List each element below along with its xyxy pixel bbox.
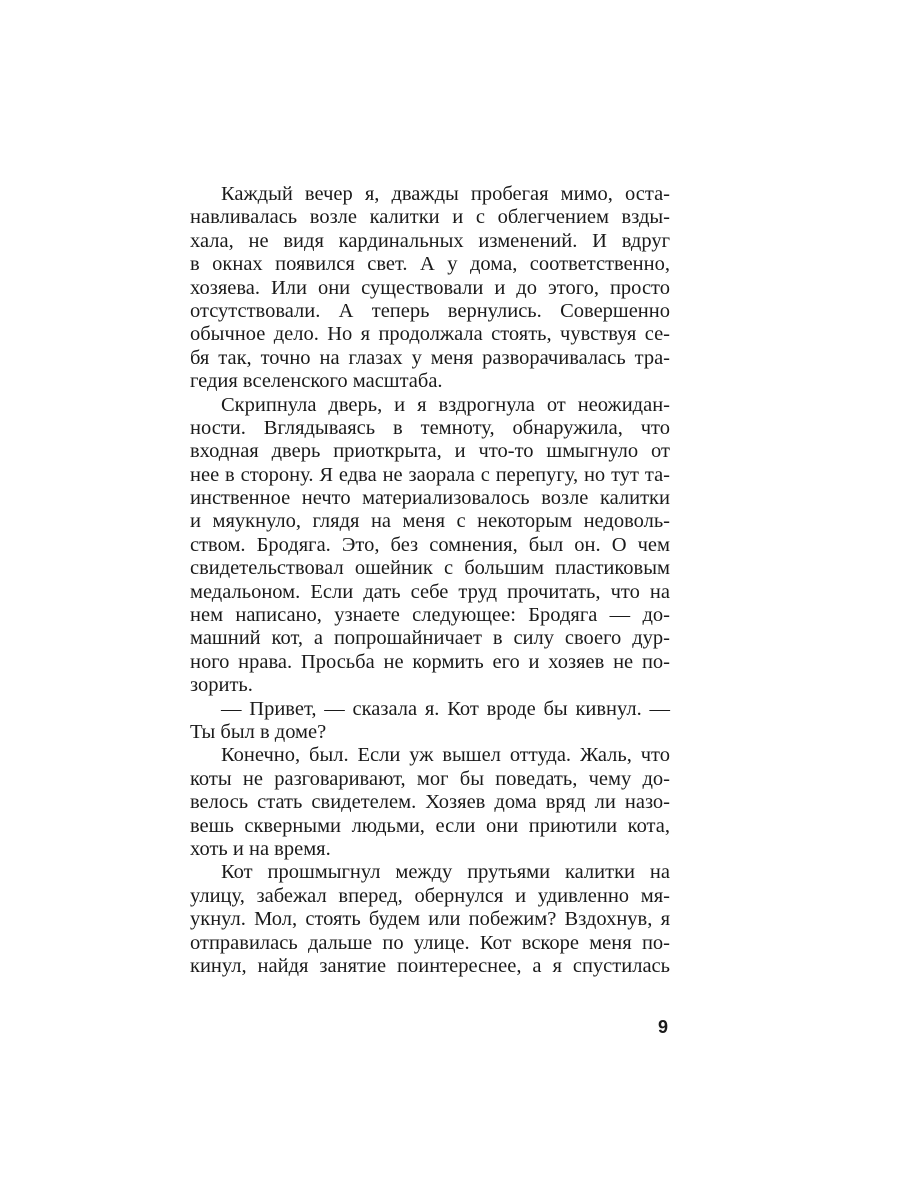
- paragraph: [190, 861, 670, 978]
- text-line: нем написано, узнаете следующее: Бродяга — до-: [190, 604, 670, 627]
- text-line: свидетельствовал ошейник с большим пластиковым: [190, 557, 670, 580]
- paragraph: [190, 394, 670, 698]
- text-line: ности. Вглядываясь в темноту, обнаружила, что: [190, 416, 670, 439]
- text-line: улицу, забежал вперед, обернулся и удивленно мя-: [190, 884, 670, 907]
- text-line: Каждый вечер я, дважды пробегая мимо, оста-: [221, 183, 670, 205]
- text-line: велось стать свидетелем. Хозяев дома вряд ли назо-: [190, 791, 670, 814]
- text-line: обычное дело. Но я продолжала стоять, чувствуя се-: [190, 323, 670, 346]
- text-line: машний кот, а попрошайничает в силу своего дур-: [190, 627, 670, 650]
- paragraph: [190, 698, 670, 745]
- text-line: — Привет, — сказала я. Кот вроде бы кивнул. —: [221, 697, 670, 720]
- paragraph: [190, 183, 670, 394]
- text-line: зорить.: [190, 674, 253, 697]
- text-line: Конечно, был. Если уж вышел оттуда. Жаль, что: [221, 744, 670, 767]
- text-line: в окнах появился свет. А у дома, соответственно,: [190, 253, 670, 276]
- text-line: хоть и на время.: [190, 837, 331, 860]
- text-line: нее в сторону. Я едва не заорала с перепугу, но тут та-: [190, 463, 670, 486]
- text-line: отсутствовали. А теперь вернулись. Совершенно: [190, 299, 670, 322]
- page-number: 9: [657, 1017, 668, 1037]
- text-line: хала, не видя кардинальных изменений. И вдруг: [190, 229, 670, 252]
- body-text: [190, 183, 670, 978]
- text-line: гедия вселенского масштаба.: [190, 370, 443, 393]
- text-line: ного нрава. Просьба не кормить его и хозяев не по-: [190, 650, 670, 673]
- text-line: навливалась возле калитки и с облегчением взды-: [190, 206, 670, 229]
- text-line: медальоном. Если дать себе труд прочитать, что на: [190, 580, 670, 603]
- text-line: хозяева. Или они существовали и до этого, просто: [190, 276, 670, 299]
- text-line: ством. Бродяга. Это, без сомнения, был он. О чем: [190, 533, 670, 556]
- text-line: Ты был в доме?: [190, 720, 327, 743]
- paragraph: [190, 744, 670, 861]
- text-line: кинул, найдя занятие поинтереснее, а я спустилась: [190, 954, 670, 977]
- text-line: инственное нечто материализовалось возле калитки: [190, 487, 670, 510]
- text-line: и мяукнуло, глядя на меня с некоторым недоволь-: [190, 510, 670, 533]
- text-line: коты не разговаривают, мог бы поведать, чему до-: [190, 767, 670, 790]
- text-line: входная дверь приоткрыта, и что-то шмыгнуло от: [190, 440, 670, 463]
- text-line: бя так, точно на глазах у меня разворачивалась тра-: [190, 346, 670, 369]
- text-line: отправилась дальше по улице. Кот вскоре меня по-: [190, 931, 670, 954]
- text-line: вешь скверными людьми, если они приютили кота,: [190, 814, 670, 837]
- text-line: Скрипнула дверь, и я вздрогнула от неожидан-: [221, 393, 670, 416]
- text-line: укнул. Мол, стоять будем или побежим? Вздохнув, я: [190, 908, 670, 931]
- text-line: Кот прошмыгнул между прутьями калитки на: [221, 861, 670, 884]
